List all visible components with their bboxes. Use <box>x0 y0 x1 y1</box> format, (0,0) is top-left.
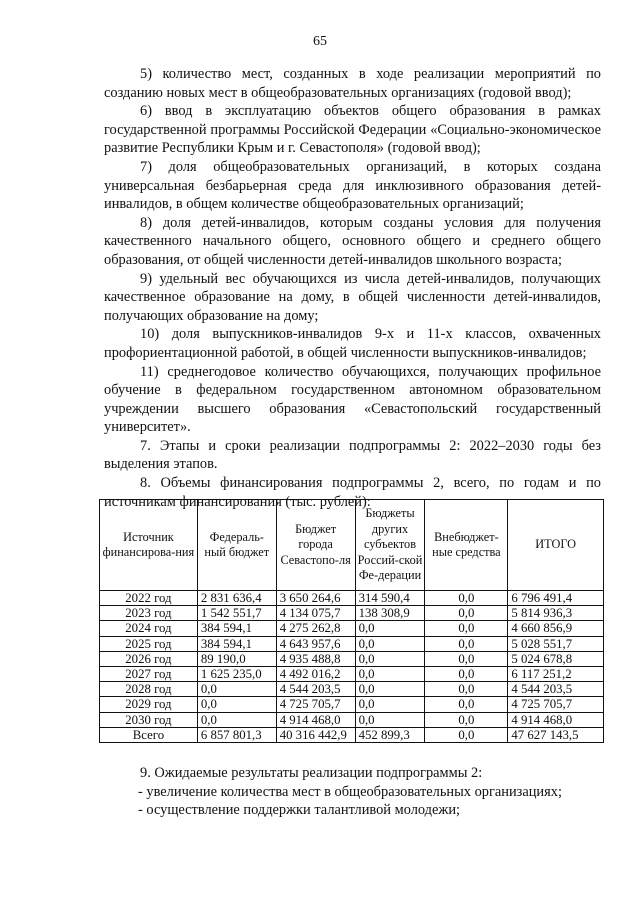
paragraph-item-7: 7) доля общеобразовательных организаций, в которых создана универсальная безбарьерная среда для инклюзивного образования детей-инвалидов, в общем количестве общеобразовательных организаций; <box>104 158 601 213</box>
cell-total: 6 117 251,2 <box>508 667 604 682</box>
cell-city: 4 914 468,0 <box>276 712 355 727</box>
cell-other-subjects: 314 590,4 <box>355 591 425 606</box>
cell-year: Всего <box>100 727 198 742</box>
table-row <box>100 697 604 712</box>
cell-extrabudgetary: 0,0 <box>425 591 508 606</box>
document-body <box>104 65 601 511</box>
cell-total: 47 627 143,5 <box>508 727 604 742</box>
table-row <box>100 682 604 697</box>
cell-total: 4 660 856,9 <box>508 621 604 636</box>
cell-federal: 1 625 235,0 <box>197 667 276 682</box>
table-header-row <box>100 500 604 591</box>
cell-city: 4 935 488,8 <box>276 651 355 666</box>
page-number: 65 <box>313 34 327 49</box>
cell-year: 2023 год <box>100 606 198 621</box>
cell-other-subjects: 0,0 <box>355 651 425 666</box>
paragraph-item-9: 9) удельный вес обучающихся из числа детей-инвалидов, получающих качественное образование на дому, в общей численности детей-инвалидов, получающих образование на дому; <box>104 270 601 324</box>
cell-extrabudgetary: 0,0 <box>425 636 508 651</box>
results-item: - увеличение количества мест в общеобразовательных организациях; <box>138 783 562 800</box>
cell-other-subjects: 0,0 <box>355 712 425 727</box>
cell-city: 4 544 203,5 <box>276 682 355 697</box>
cell-city: 40 316 442,9 <box>276 727 355 742</box>
cell-year: 2027 год <box>100 667 198 682</box>
cell-other-subjects: 0,0 <box>355 682 425 697</box>
results-item: - осуществление поддержки талантливой молодежи; <box>138 802 461 819</box>
cell-other-subjects: 0,0 <box>355 697 425 712</box>
header-other-subjects-budget: Бюджеты других субъектов Россий-ской Фе-дерации <box>355 500 425 591</box>
cell-total: 4 914 468,0 <box>508 712 604 727</box>
cell-year: 2026 год <box>100 651 198 666</box>
cell-other-subjects: 452 899,3 <box>355 727 425 742</box>
cell-federal: 384 594,1 <box>197 636 276 651</box>
cell-federal: 0,0 <box>197 697 276 712</box>
financing-table <box>99 499 604 743</box>
cell-other-subjects: 0,0 <box>355 636 425 651</box>
table-row <box>100 727 604 742</box>
cell-total: 5 024 678,8 <box>508 651 604 666</box>
results-heading: 9. Ожидаемые результаты реализации подпрограммы 2: <box>140 765 483 781</box>
paragraph-item-8: 8) доля детей-инвалидов, которым созданы условия для получения качественного начального общего, основного общего и среднего общего образования, от общей численности детей-инвалидов школьного возраста; <box>104 214 601 268</box>
cell-city: 4 725 705,7 <box>276 697 355 712</box>
cell-year: 2029 год <box>100 697 198 712</box>
paragraph-item-6: 6) ввод в эксплуатацию объектов общего образования в рамках государственной программы Российской Федерации «Социально-экономическое развитие Республики Крым и г. Севастополя» (годовой ввод); <box>104 103 601 157</box>
cell-federal: 89 190,0 <box>197 651 276 666</box>
cell-extrabudgetary: 0,0 <box>425 667 508 682</box>
cell-total: 4 544 203,5 <box>508 682 604 697</box>
table-row <box>100 712 604 727</box>
cell-year: 2030 год <box>100 712 198 727</box>
header-source: Источник финансирова-ния <box>100 500 198 591</box>
header-total: ИТОГО <box>508 500 604 591</box>
table-row <box>100 651 604 666</box>
cell-total: 5 028 551,7 <box>508 636 604 651</box>
header-federal-budget: Федераль-ный бюджет <box>197 500 276 591</box>
cell-extrabudgetary: 0,0 <box>425 651 508 666</box>
cell-total: 6 796 491,4 <box>508 591 604 606</box>
table-body <box>100 591 604 743</box>
cell-year: 2028 год <box>100 682 198 697</box>
paragraph-item-11: 11) среднегодовое количество обучающихся, получающих профильное обучение в федеральном государственном автономном образовательном учреждении высшего образования «Севастопольский государственный университет». <box>104 363 601 436</box>
cell-federal: 0,0 <box>197 712 276 727</box>
cell-federal: 384 594,1 <box>197 621 276 636</box>
table-row <box>100 591 604 606</box>
cell-city: 4 492 016,2 <box>276 667 355 682</box>
cell-extrabudgetary: 0,0 <box>425 621 508 636</box>
table-row <box>100 636 604 651</box>
cell-extrabudgetary: 0,0 <box>425 682 508 697</box>
paragraph-item-10: 10) доля выпускников-инвалидов 9-х и 11-х классов, охваченных профориентационной работой, в общей численности выпускников-инвалидов; <box>104 326 601 361</box>
header-extrabudgetary: Внебюджет-ные средства <box>425 500 508 591</box>
header-city-budget: Бюджет города Севастопо-ля <box>276 500 355 591</box>
table-row <box>100 667 604 682</box>
expected-results <box>140 764 610 820</box>
cell-federal: 6 857 801,3 <box>197 727 276 742</box>
cell-extrabudgetary: 0,0 <box>425 697 508 712</box>
table-row <box>100 621 604 636</box>
cell-federal: 0,0 <box>197 682 276 697</box>
cell-year: 2025 год <box>100 636 198 651</box>
cell-other-subjects: 138 308,9 <box>355 606 425 621</box>
cell-extrabudgetary: 0,0 <box>425 606 508 621</box>
table-row <box>100 606 604 621</box>
cell-other-subjects: 0,0 <box>355 621 425 636</box>
cell-year: 2022 год <box>100 591 198 606</box>
paragraph-item-5: 5) количество мест, созданных в ходе реализации мероприятий по созданию новых мест в общеобразовательных организациях (годовой ввод); <box>104 66 601 101</box>
cell-federal: 1 542 551,7 <box>197 606 276 621</box>
cell-extrabudgetary: 0,0 <box>425 727 508 742</box>
cell-city: 4 643 957,6 <box>276 636 355 651</box>
cell-city: 3 650 264,6 <box>276 591 355 606</box>
cell-total: 4 725 705,7 <box>508 697 604 712</box>
cell-federal: 2 831 636,4 <box>197 591 276 606</box>
section-financing: 8. Объемы финансирования подпрограммы 2, всего, по годам и по источникам финансирования (тыс. рублей): <box>104 475 601 510</box>
cell-total: 5 814 936,3 <box>508 606 604 621</box>
section-stages: 7. Этапы и сроки реализации подпрограммы 2: 2022–2030 годы без выделения этапов. <box>104 437 601 473</box>
cell-other-subjects: 0,0 <box>355 667 425 682</box>
cell-city: 4 275 262,8 <box>276 621 355 636</box>
cell-extrabudgetary: 0,0 <box>425 712 508 727</box>
cell-year: 2024 год <box>100 621 198 636</box>
cell-city: 4 134 075,7 <box>276 606 355 621</box>
